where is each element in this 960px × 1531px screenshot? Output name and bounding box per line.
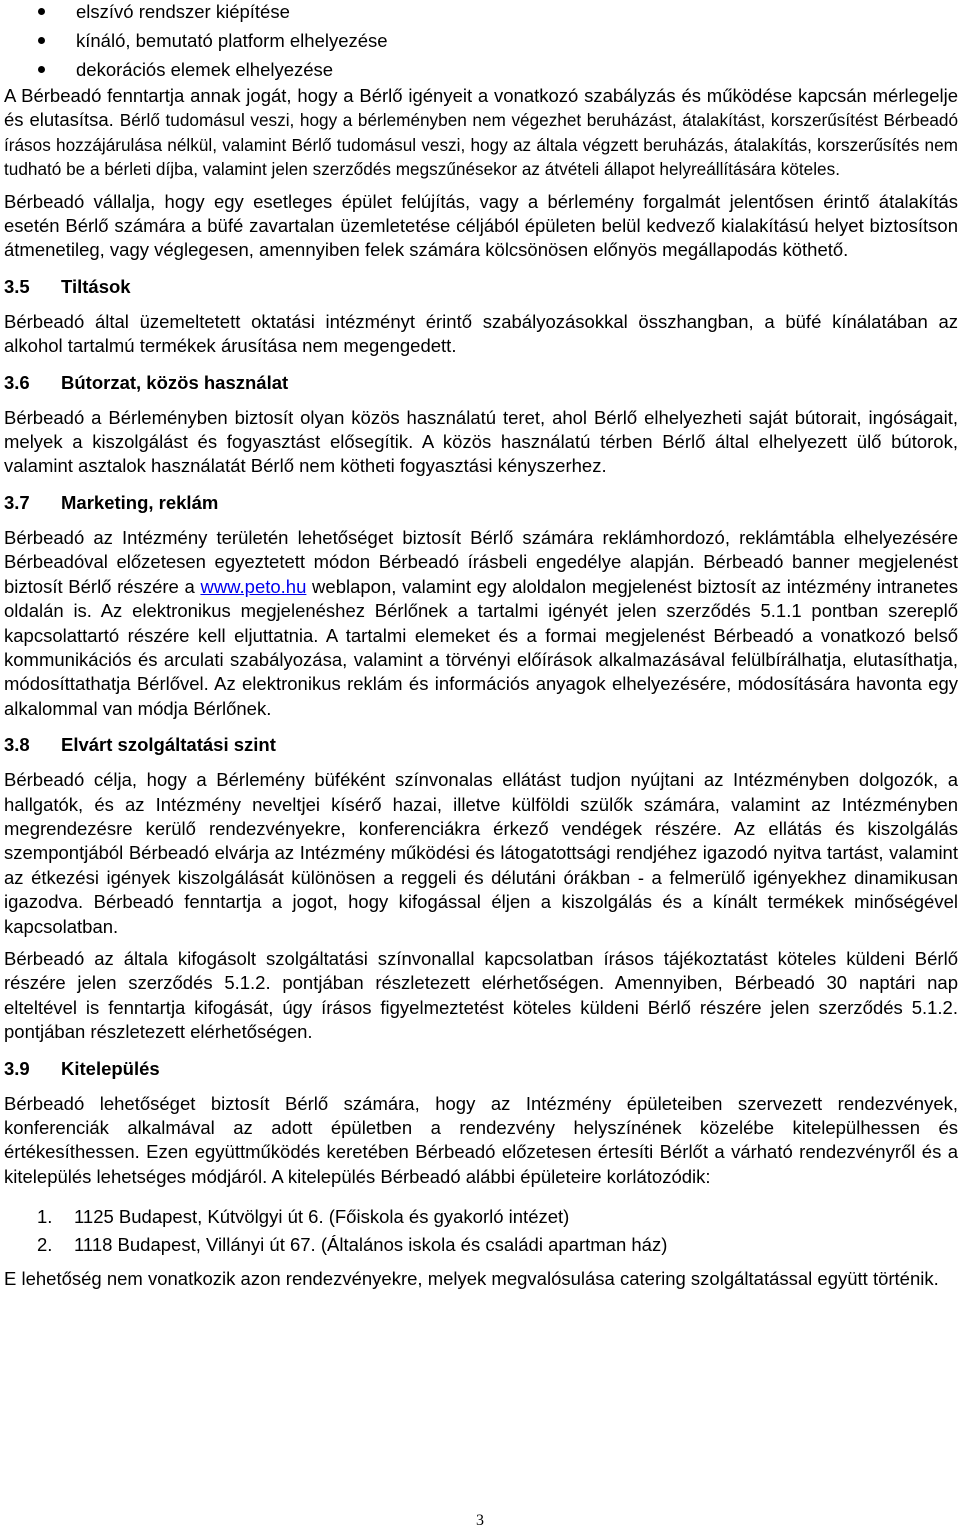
document-body (4, 0, 958, 1292)
paragraph-catering-exclusion: E lehetőség nem vonatkozik azon rendezvényekre, melyek megvalósulása catering szolgáltatással együtt történik. (4, 1268, 939, 1290)
paragraph-prohibitions: Bérbeadó által üzemeltetett oktatási intézményt érintő szabályozásokkal összhangban, a büfé kínálatában az alkohol tartalmú termékek árusítása nem megengedett. (4, 310, 958, 357)
bullet-item: elszívó rendszer kiépítése (4, 0, 958, 26)
section-heading-3-9: 3.9 Kitelepülés (4, 1057, 160, 1079)
section-heading-3-8: 3.8 Elvárt szolgáltatási szint (4, 734, 276, 756)
list-item: 2. 1118 Budapest, Villányi út 67. (Általános iskola és családi apartman ház) (37, 1234, 668, 1256)
paragraph-renovation: Bérbeadó vállalja, hogy egy esetleges épület felújítás, vagy a bérlemény forgalmát jelentősen érintő átalakítás esetén Bérlő számára a büfé zavartalan üzemletetése céljából épületen belül kedvező kialakítású helyet biztosítson átmenetileg, vagy véglegesen, amennyiben felek számára kölcsönösen előnyös megállapodás köthető. (4, 190, 958, 261)
bullet-dot-icon (38, 8, 45, 15)
paragraph-service-level: Bérbeadó célja, hogy a Bérlemény büféként színvonalas ellátást tudjon nyújtani az Intézményben dolgozók, a hallgatók, és az Intézmény neveltjei kísérő hazai, illetve külföldi szülők számára, valamint az Intézményben megrendezésre kerülő rendezvényekre, konferenciákra érkező vendégek részére. Az ellátás és kiszolgálás szempontjából Bérbeadó elvárja az Intézmény működési és látogatottsági rendjéhez igazodó nyitva tartást, valamint az étkezési igények kiszolgálását különösen a reggeli és délutáni órákban - a felmerülő igényekhez dinamikusan igazodva. Bérbeadó fenntartja a jogot, hogy kifogással éljen a kiszolgálás és a kínált termékek minőségével kapcsolatban. (4, 769, 958, 937)
paragraph-complaints: Bérbeadó az általa kifogásolt szolgáltatási színvonallal kapcsolatban írásos tájékoztatást köteles küldeni Bérlő részére jelen szerződés 5.1.2. pontjában részletezett elérhetőségen. Amennyiben, Bérbeadó 30 naptári nap elteltével is fenntartja kifogását, úgy írásos figyelmeztetést köteles küldeni Bérlő részére jelen szerződés 5.1.2. pontjában részletezett elérhetőségen. (4, 947, 958, 1043)
building-list (4, 1203, 958, 1259)
section-heading-3-5: 3.5 Tiltások (4, 275, 131, 297)
paragraph-relocation: Bérbeadó lehetőséget biztosít Bérlő számára, hogy az Intézmény épületeiben szervezett rendezvények, konferenciák alkalmával az adott épületben a rendezvény helyszínének közelébe kitelepülhessen és értékesíthessen. Ezen együttműködés keretében Bérbeadó előzetesen értesíti Bérlőt a várható rendezvényről és a kitelepülés lehetséges módjáról. A kitelepülés Bérbeadó alábbi épületeire korlátozódik: (4, 1092, 958, 1187)
bullet-dot-icon (38, 37, 45, 44)
paragraph-rejection-rights: A Bérbeadó fenntartja annak jogát, hogy a Bérlő igényeit a vonatkozó szabályzás és működése kapcsán mérlegelje és elutasítsa. Bérlő tudomásul veszi, hogy a bérleményben nem végezhet beruházást, átalakítást, korszerűsítést Bérbeadó írásos hozzájárulása nélkül, valamint Bérlő tudomásul veszi, hogy az általa végzett beruházás, átalakítás, korszerűsítés nem tudható be a bérleti díjba, valamint jelen szerződés megszűnésekor az átvételi állapot helyreállítására köteles. (4, 85, 958, 180)
section-heading-3-7: 3.7 Marketing, reklám (4, 491, 219, 513)
bullet-dot-icon (38, 66, 45, 73)
section-heading-3-6: 3.6 Bútorzat, közös használat (4, 371, 289, 393)
page-number: 3 (476, 1512, 484, 1529)
paragraph-no-investment: Bérlő tudomásul veszi, hogy a bérleményben nem végezhet beruházást, átalakítást, korszerűsítést Bérbeadó írásos hozzájárulása nélkül, valamint Bérlő tudomásul veszi, hogy az általa végzett beruházás, átalakítás, korszerűsítés nem tudható be a bérleti díjba, valamint jelen szerződés megszűnésekor az átvételi állapot helyreállítására köteles. (4, 110, 958, 180)
bullet-item: kínáló, bemutató platform elhelyezése (4, 26, 958, 55)
paragraph-marketing: Bérbeadó az Intézmény területén lehetőséget biztosít Bérlő számára reklámhordozó, reklámtábla elhelyezésére Bérbeadóval előzetesen egyeztetett módon Bérbeadó írásbeli engedélye alapján. Bérbeadó banner megjelenést biztosít Bérlő részére a www.peto.hu weblapon, valamint egy aloldalon megjelenést biztosít az intézmény intranetes oldalán is. Az elektronikus megjelenéshez Bérlőnek a tartalmi igényét jelen szerződés 5.1.1 pontban szereplő kapcsolattartó részére kell eljuttatnia. A tartalmi elemeket és a formai megjelenést Bérbeadó a vonatkozó belső kommunikációs és arculati szabályozása, valamint a törvényi előírások alkalmazásával felülbírálhatja, elutasíthatja, módosíttathatja Bérlővel. Az elektronikus reklám és információs anyagok elhelyezésére, módosítására havonta egy alkalommal van módja Bérlőnek. (4, 526, 958, 719)
paragraph-furniture: Bérbeadó a Bérleményben biztosít olyan közös használatú teret, ahol Bérlő elhelyezheti saját bútorait, ingóságait, melyek a kiszolgálást és fogyasztást elősegítik. A közös használatú térben Bérlő által elhelyezett ülő bútorok, valamint asztalok használatát Bérlő nem kötheti fogyasztási kényszerhez. (4, 406, 958, 477)
peto-website-link[interactable]: www.peto.hu (200, 575, 307, 597)
bullet-item: dekorációs elemek elhelyezése (4, 55, 958, 84)
list-item: 1. 1125 Budapest, Kútvölgyi út 6. (Főiskola és gyakorló intézet) (37, 1206, 570, 1228)
requirements-bullet-list (4, 0, 958, 84)
